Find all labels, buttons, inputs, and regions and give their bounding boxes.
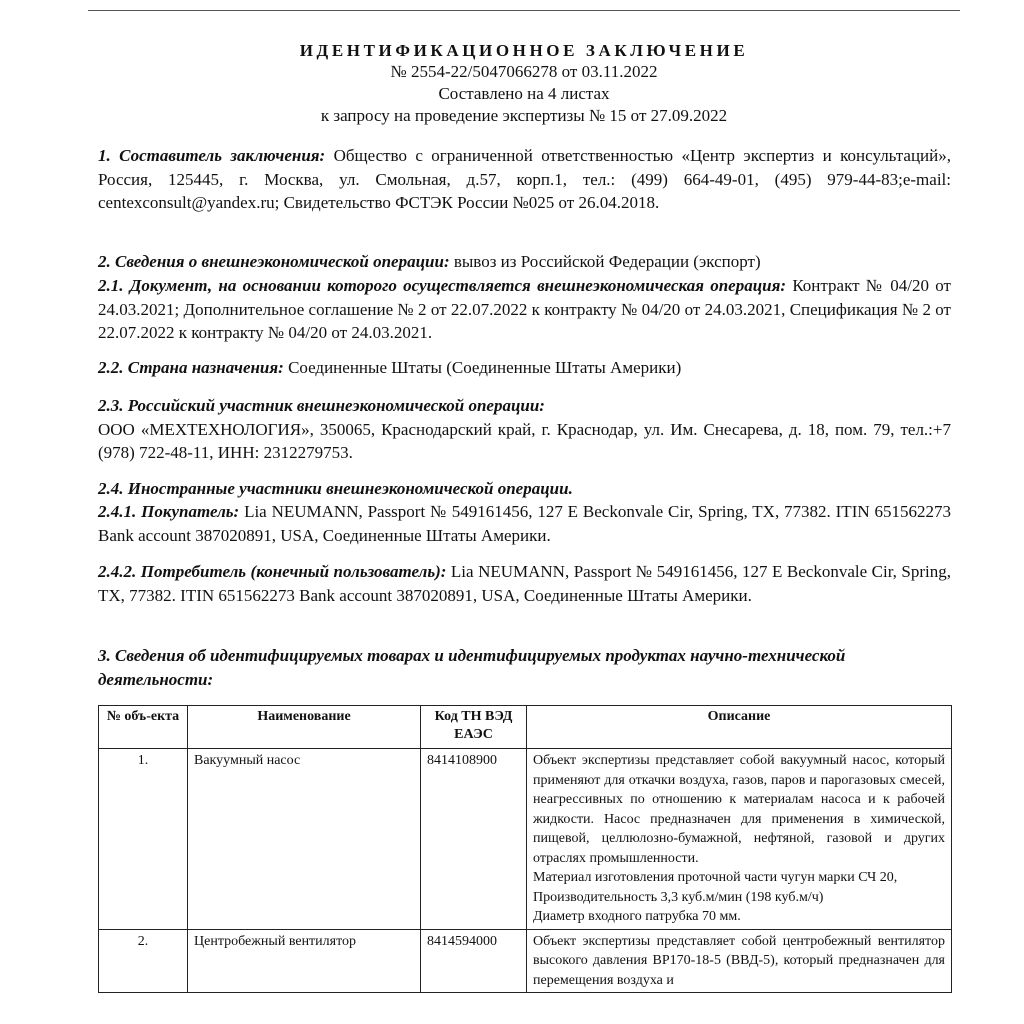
object-name: Центробежный вентилятор (188, 929, 421, 993)
object-number: 2. (99, 929, 188, 993)
table-row (99, 929, 952, 993)
section-heading: 2.4. Иностранные участники внешнеэкономической операции. (98, 479, 573, 498)
object-code: 8414594000 (421, 929, 527, 993)
section-heading: 2.3. Российский участник внешнеэкономической операции: (98, 396, 545, 415)
section-text: ООО «МЕХТЕХНОЛОГИЯ», 350065, Краснодарский край, г. Краснодар, ул. Им. Снесарева, д. 18, пом. 79, тел.:+7 (978) 722-48-11, ИНН: 2312279753. (98, 419, 951, 462)
top-rule (88, 10, 960, 11)
goods-table (98, 705, 952, 993)
section-text: Общество с ограниченной ответственностью «Центр экспертиз и консультаций», Россия, 125445, г. Москва, ул. Смольная, д.57, корп.1, тел.: (499) 664-49-01, (495) 979-44-83;e-mail: centexconsult@yandex.ru; Свидетельство ФСТЭК России №025 от 26.04.2018. (98, 146, 952, 212)
object-description (527, 929, 952, 993)
document-title: ИДЕНТИФИКАЦИОННОЕ ЗАКЛЮЧЕНИЕ (299, 41, 749, 60)
object-name: Вакуумный насос (188, 749, 421, 930)
header-description: Описание (527, 706, 952, 749)
section-text: вывоз из Российской Федерации (экспорт) (453, 252, 761, 271)
sheets-count: Составлено на 4 листах (438, 84, 610, 103)
description-line: Материал изготовления проточной части чугун марки СЧ 20, (533, 870, 898, 885)
section-2-1-document (98, 274, 951, 345)
object-description (527, 749, 952, 930)
document-number: № 2554-22/5047066278 от 03.11.2022 (390, 62, 658, 81)
header-code: Код ТН ВЭД ЕАЭС (421, 706, 527, 749)
section-text: Контракт № 04/20 от 24.03.2021; Дополнительное соглашение № 2 от 22.07.2022 к контракту № 04/20 от 24.03.2021, Спецификация № 2 от 22.07.2022 к контракту № 04/20 от 24.03.2021. (98, 276, 951, 342)
section-2-operation (98, 250, 951, 274)
table-row (99, 749, 952, 930)
section-heading: 2.4.2. Потребитель (конечный пользователь): (98, 562, 447, 581)
object-number: 1. (99, 749, 188, 930)
section-heading: 3. Сведения об идентифицируемых товарах и идентифицируемых продуктах научно-технической деятельности: (98, 646, 846, 689)
table-header-row (99, 706, 952, 749)
section-heading: 1. Составитель заключения: (98, 146, 326, 165)
section-text: Соединенные Штаты (Соединенные Штаты Америки) (288, 358, 682, 377)
header-object-number: № объ-екта (99, 706, 188, 749)
section-3-goods (98, 644, 951, 691)
description-line: Объект экспертизы представляет собой вакуумный насос, который применяют для откачки воздуха, газов, паров и парогазовых смесей, неагрессивных по отношению к материалам насоса и к рабочей жидкости. Насос предназначен для применения в химической, пищевой, целлюлозно-бумажной, нефтяной, газовой и других отраслях промышленности. (533, 753, 945, 866)
request-reference: к запросу на проведение экспертизы № 15 от 27.09.2022 (320, 106, 728, 125)
object-code: 8414108900 (421, 749, 527, 930)
section-heading: 2.2. Страна назначения: (98, 358, 284, 377)
section-2-4-foreign-participants (98, 477, 951, 501)
description-line: Диаметр входного патрубка 70 мм. (533, 909, 741, 924)
section-heading: 2. Сведения о внешнеэкономической операции: (98, 252, 450, 271)
section-1-compiler (98, 144, 951, 215)
section-2-4-1-buyer (98, 500, 951, 547)
section-heading: 2.1. Документ, на основании которого осуществляется внешнеэкономическая операция: (98, 276, 787, 295)
section-2-3-russian-participant (98, 394, 951, 465)
header-name: Наименование (188, 706, 421, 749)
document-header (96, 40, 952, 127)
section-heading: 2.4.1. Покупатель: (98, 502, 240, 521)
section-text: Lia NEUMANN, Passport № 549161456, 127 E Beckonvale Cir, Spring, TX, 77382. ITIN 651562273 Bank account 387020891, USA, Соединенные Штаты Америки. (98, 502, 951, 545)
description-line: Объект экспертизы представляет собой центробежный вентилятор высокого давления ВР170-18-5 (ВВД-5), который предназначен для перемещения воздуха и (533, 933, 945, 988)
section-2-4-2-end-user (98, 560, 951, 607)
description-line: Производительность 3,3 куб.м/мин (198 куб.м/ч) (533, 889, 824, 905)
section-2-2-country (98, 356, 951, 380)
section-text: Lia NEUMANN, Passport № 549161456, 127 E Beckonvale Cir, Spring, TX, 77382. ITIN 651562273 Bank account 387020891, USA, Соединенные Штаты Америки. (98, 562, 952, 605)
